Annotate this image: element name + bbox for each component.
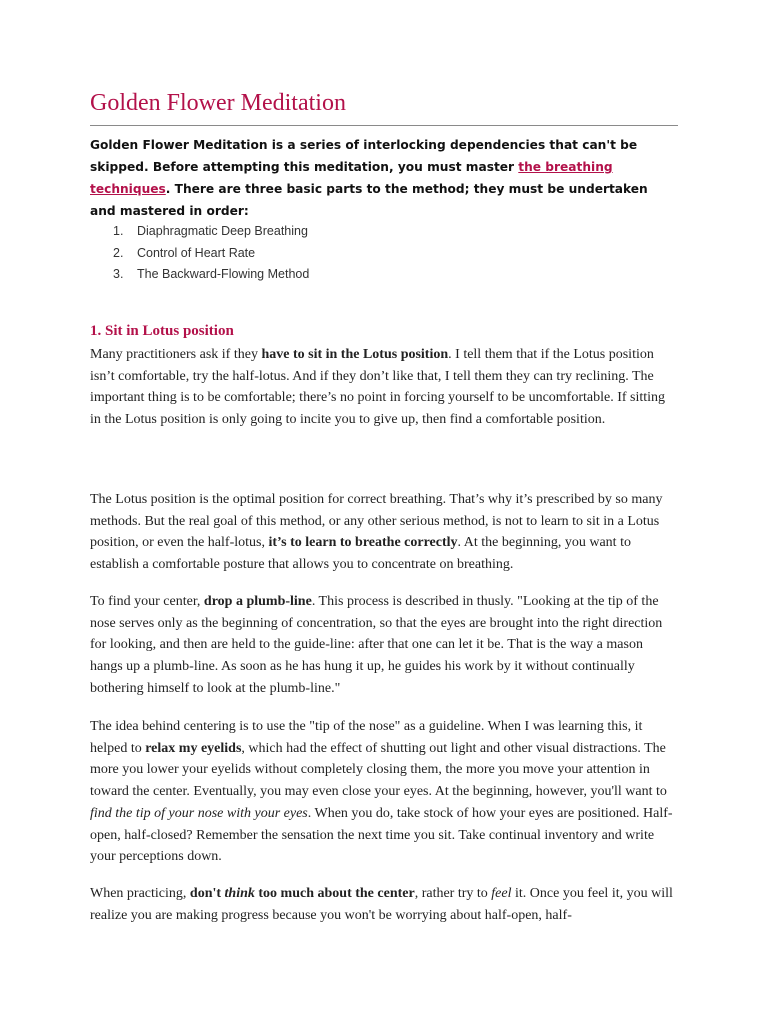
text: To find your center, [90,594,204,609]
list-item [90,264,675,286]
intro-paragraph [90,134,675,222]
bold-text: relax my eyelids [145,740,242,756]
page-title: Golden Flower Meditation [90,90,346,116]
body-paragraph-breathing [90,489,675,576]
intro-text: Golden Flower Meditation is a series of interlocking dependencies that can't be skipped. Before attempting this meditation, you must master [90,138,638,174]
body-paragraph-plumb-line [90,591,675,700]
list-item-text: Diaphragmatic Deep Breathing [137,224,308,238]
text: it. Once you feel it, you will realize you are making progress because you won't be worrying about half-open, half- [90,886,673,923]
text: . I tell them that if the Lotus position isn’t comfortable, try the half-lotus. And if they don’t like that, I tell them they can try reclining. The important thing is to be comfortable; there’s no point in forcing yourself to be uncomfortable. If sitting in the Lotus position is only going to incite you to give up, then find a comfortable position. [90,347,666,428]
body-paragraph-lotus [90,344,675,431]
bold-text [190,886,415,901]
intro-text-end: . There are three basic parts to the method; they must be undertaken and mastered in order: [90,182,648,218]
text: . At the beginning, you want to establish a comfortable posture that allows you to concentrate on breathing. [90,535,631,573]
bold-text-part: don't [189,886,225,901]
text: . This process is described in thusly. "Looking at the tip of the nose serves only as the beginning of concentration, so that the eyes are brought into the right direction for looking, and then are held to the guide-line: after that one can let it be. That is the way a mason hangs up a plumb-line. As soon as he has hung it up, he guides his work by it without continually bothering himself to look at the plumb-line." [90,594,663,696]
breathing-techniques-link[interactable]: the breathing techniques [90,160,613,196]
bold-text: drop a plumb-line [203,594,312,609]
bold-text-part: too much about the center [254,886,415,901]
list-item [90,221,675,243]
italic-text: feel [491,886,512,901]
steps-list [90,221,675,286]
text: . When you do, take stock of how your eyes are positioned. Half-open, half-closed? Remember the sensation the next time you sit. Take continual inventory and write your perceptions down. [90,805,673,865]
text: The Lotus position is the optimal position for correct breathing. That’s why it’s prescribed by so many methods. But the real goal of this method, or any other serious method, is not to learn to sit in a Lotus position, or even the half-lotus, [90,492,663,551]
body-paragraph-centering [90,716,675,868]
list-item-text: Control of Heart Rate [137,245,256,260]
italic-text: find the tip of your nose with your eyes [90,805,308,821]
bold-text: it’s to learn to breathe correctly [268,535,458,551]
list-item-number: 1. [113,224,124,238]
list-item-text: The Backward-Flowing Method [137,267,310,281]
list-item [90,243,675,265]
section-heading: 1. Sit in Lotus position [90,323,234,339]
list-item-number: 3. [113,267,124,281]
text: , which had the effect of shutting out light and other visual distractions. The more you lower your eyelids without completely closing them, the more you move your attention in toward the center. Eventually, you may even close your eyes. At the beginning, however, you'll want to [90,740,667,800]
title-divider [90,125,678,126]
text: Many practitioners ask if they [90,347,262,362]
text: When practicing, [90,886,190,901]
text: The idea behind centering is to use the "tip of the nose" as a guideline. When I was learning this, it helped to [90,719,643,756]
italic-text: think [224,886,255,901]
bold-text: have to sit in the Lotus position [261,347,449,362]
text: , rather try to [414,886,492,901]
body-paragraph-practicing [90,883,675,926]
list-item-number: 2. [113,245,124,260]
